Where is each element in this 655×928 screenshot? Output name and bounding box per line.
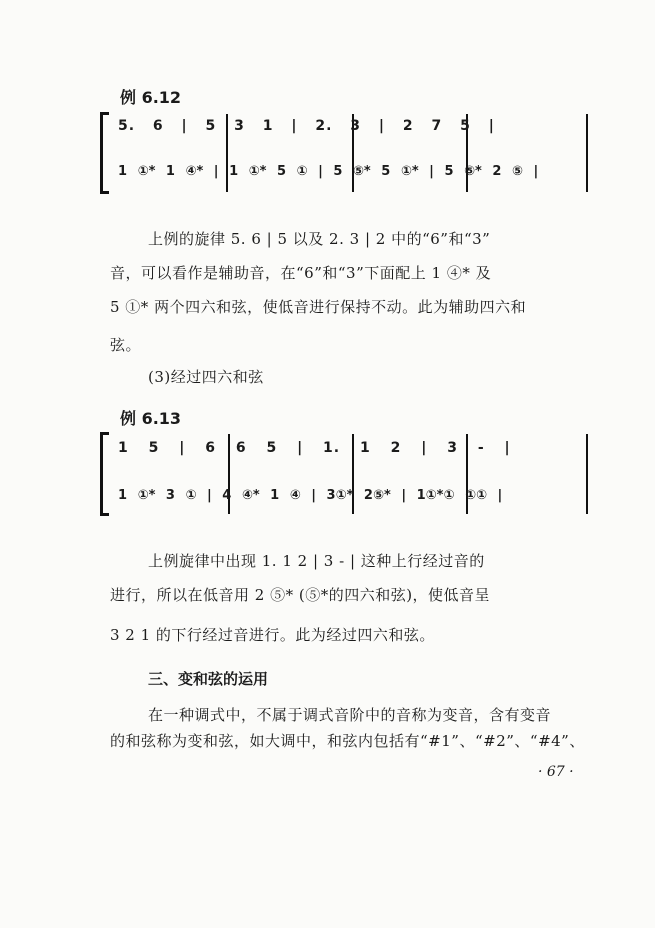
paragraph-2-line-1: 上例旋律中出现 1. 1 2 | 3 - | 这种上行经过音的	[148, 552, 485, 570]
score-example-6-13	[100, 432, 600, 516]
upper-voice: 1 5 | 6 6 5 | 1. 1 2 | 3 - |	[118, 440, 511, 456]
example-6-13-label: 例 6.13	[120, 409, 182, 428]
paragraph-3-line-2: 的和弦称为变和弦，如大调中，和弦内包括有“#1”、“#2”、“#4”、	[110, 732, 585, 750]
paragraph-1-line-4: 弦。	[110, 336, 142, 354]
heading-altered-chords: 三、变和弦的运用	[148, 670, 269, 688]
staff-bracket	[100, 432, 109, 516]
example-6-12-label: 例 6.12	[120, 88, 182, 107]
upper-voice: 5. 6 | 5 3 1 | 2. 3 | 2 7 5 |	[118, 118, 495, 134]
paragraph-1-line-3: 5 ①* 两个四六和弦，使低音进行保持不动。此为辅助四六和	[110, 298, 527, 316]
paragraph-1-line-1: 上例的旋律 5. 6 | 5 以及 2. 3 | 2 中的“6”和“3”	[148, 230, 491, 248]
section-heading-passing-six-four: (3)经过四六和弦	[148, 368, 264, 386]
paragraph-2-line-3: 3 2 1 的下行经过音进行。此为经过四六和弦。	[110, 626, 435, 644]
paragraph-1-line-2: 音，可以看作是辅助音，在“6”和“3”下面配上 1 ④* 及	[110, 264, 492, 282]
page-number: · 67 ·	[538, 764, 574, 780]
paragraph-2-line-2: 进行，所以在低音用 2 ⑤* (⑤*的四六和弦)，使低音呈	[110, 586, 491, 604]
paragraph-3-line-1: 在一种调式中，不属于调式音阶中的音称为变音，含有变音	[148, 706, 552, 724]
score-example-6-12	[100, 112, 600, 194]
lower-voice: 1 ①* 3 ① | 4 ④* 1 ④ | 3①* 2⑤* | 1①*① ①① |	[118, 488, 503, 503]
staff-bracket	[100, 112, 109, 194]
lower-voice: 1 ①* 1 ④* | 1 ①* 5 ① | 5 ⑤* 5 ①* | 5 ⑤* 2 ⑤ |	[118, 164, 539, 179]
